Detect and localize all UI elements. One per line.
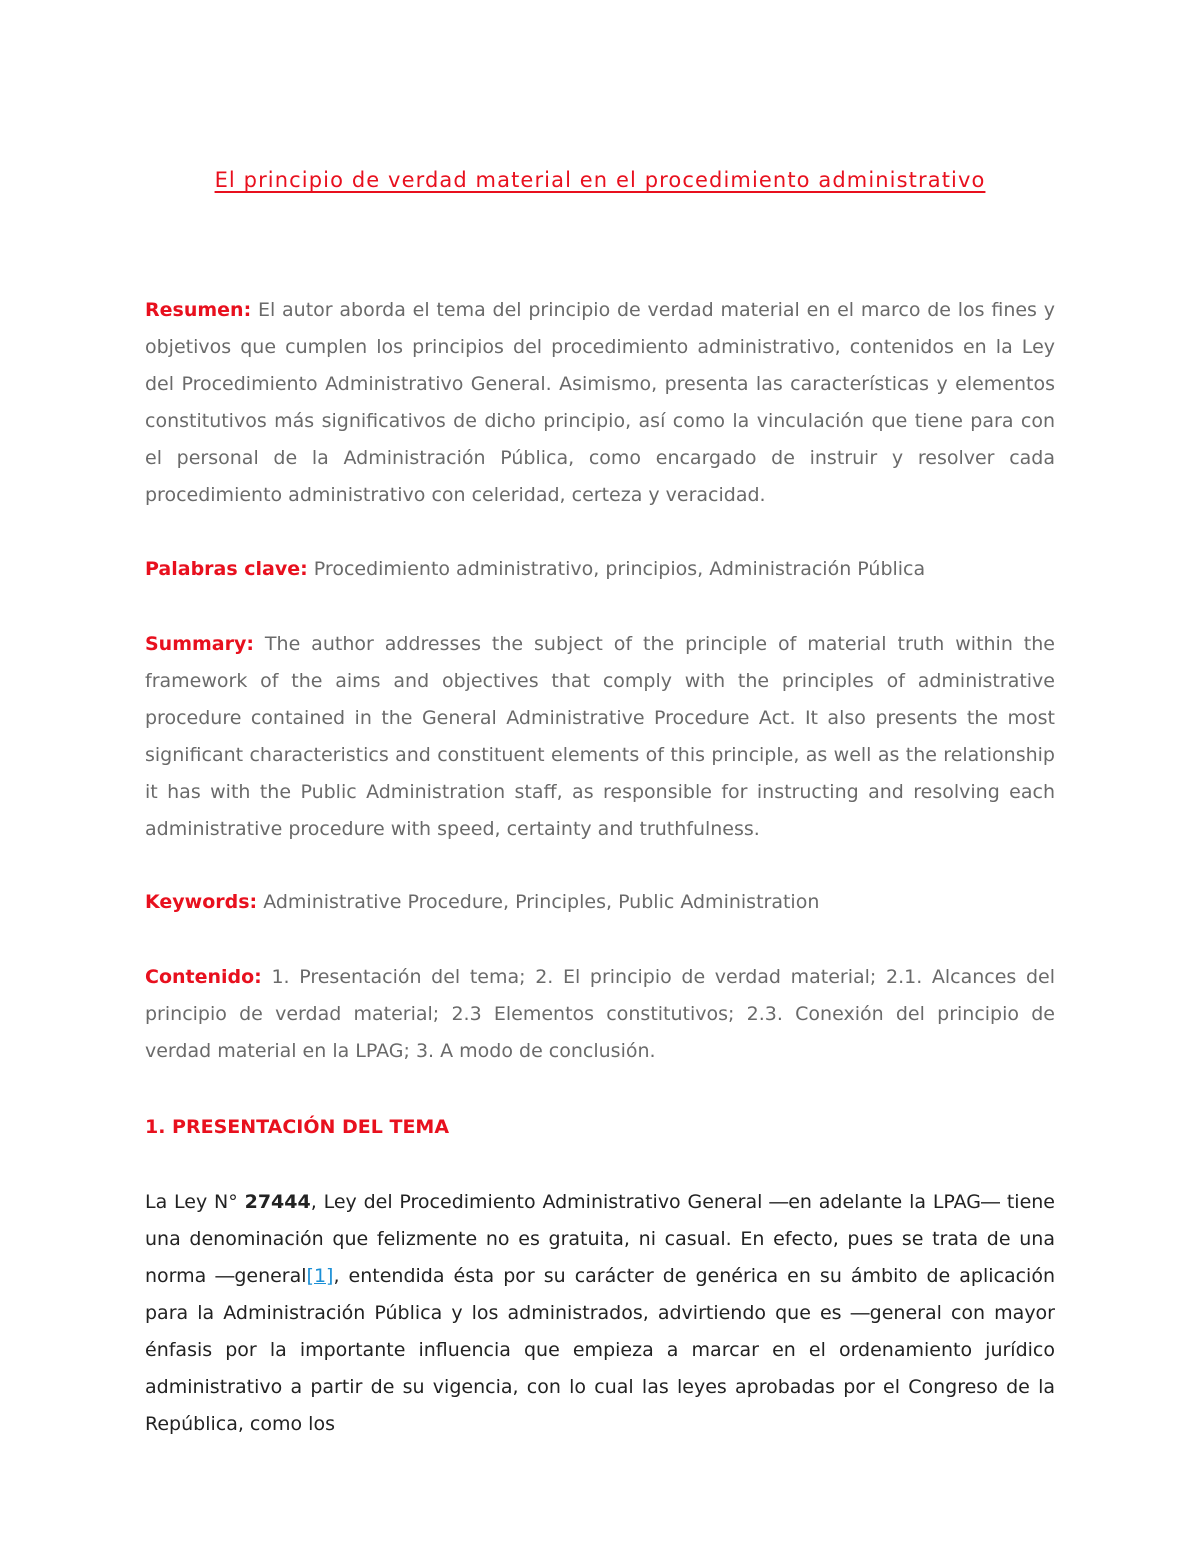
law-number: 27444 [244, 1191, 311, 1213]
palabras-clave-text: Procedimiento administrativo, principios, Administración Pública [307, 558, 926, 580]
keywords-label: Keywords: [145, 891, 258, 913]
resumen-text: El autor aborda el tema del principio de verdad material en el marco de los fines y objetivos que cumplen los principios del procedimiento administrativo, contenidos en la Ley del Procedimiento Administrativo General. Asimismo, presenta las características y elementos constitutivos más significativos de dicho principio, así como la vinculación que tiene para con el personal de la Administración Pública, como encargado de instruir y resolver cada procedimiento administrativo con celeridad, certeza y veracidad. [145, 299, 1055, 506]
keywords-text: Administrative Procedure, Principles, Public Administration [257, 891, 820, 913]
palabras-clave-label: Palabras clave: [145, 558, 308, 580]
summary-label: Summary: [145, 633, 254, 655]
contenido-label: Contenido: [145, 966, 262, 988]
palabras-clave-paragraph [145, 551, 1055, 588]
contenido-paragraph [145, 959, 1055, 1070]
footnote-link-1[interactable]: [1] [306, 1265, 334, 1287]
summary-text: The author addresses the subject of the principle of material truth within the framework of the aims and objectives that comply with the principles of administrative procedure contained in the General Administrative Procedure Act. It also presents the most significant characteristics and constituent elements of this principle, as well as the relationship it has with the Public Administration staff, as responsible for instructing and resolving each administrative procedure with speed, certainty and truthfulness. [145, 633, 1055, 840]
section-1-text-end: , entendida ésta por su carácter de genérica en su ámbito de aplicación para la Administración Pública y los administrados, advirtiendo que es ―general con mayor énfasis por la importante influencia que empieza a marcar en el ordenamiento jurídico administrativo a partir de su vigencia, con lo cual las leyes aprobadas por el Congreso de la República, como los [145, 1265, 1055, 1435]
section-1-paragraph [145, 1184, 1055, 1443]
section-1-heading: 1. PRESENTACIÓN DEL TEMA [145, 1116, 450, 1138]
section-1-text-start: La Ley N° [145, 1191, 245, 1213]
summary-paragraph [145, 626, 1055, 848]
document-title: El principio de verdad material en el procedimiento administrativo [214, 168, 986, 192]
section-1-text-middle: , Ley del Procedimiento Administrativo General ―en adelante la LPAG― tiene una denominación que felizmente no es gratuita, ni casual. En efecto, pues se trata de una norma ―general [145, 1191, 1055, 1287]
resumen-label: Resumen: [145, 299, 252, 321]
contenido-text: 1. Presentación del tema; 2. El principio de verdad material; 2.1. Alcances del principio de verdad material; 2.3 Elementos constitutivos; 2.3. Conexión del principio de verdad material en la LPAG; 3. A modo de conclusión. [145, 966, 1055, 1062]
resumen-paragraph [145, 292, 1055, 514]
keywords-paragraph [145, 884, 1055, 921]
